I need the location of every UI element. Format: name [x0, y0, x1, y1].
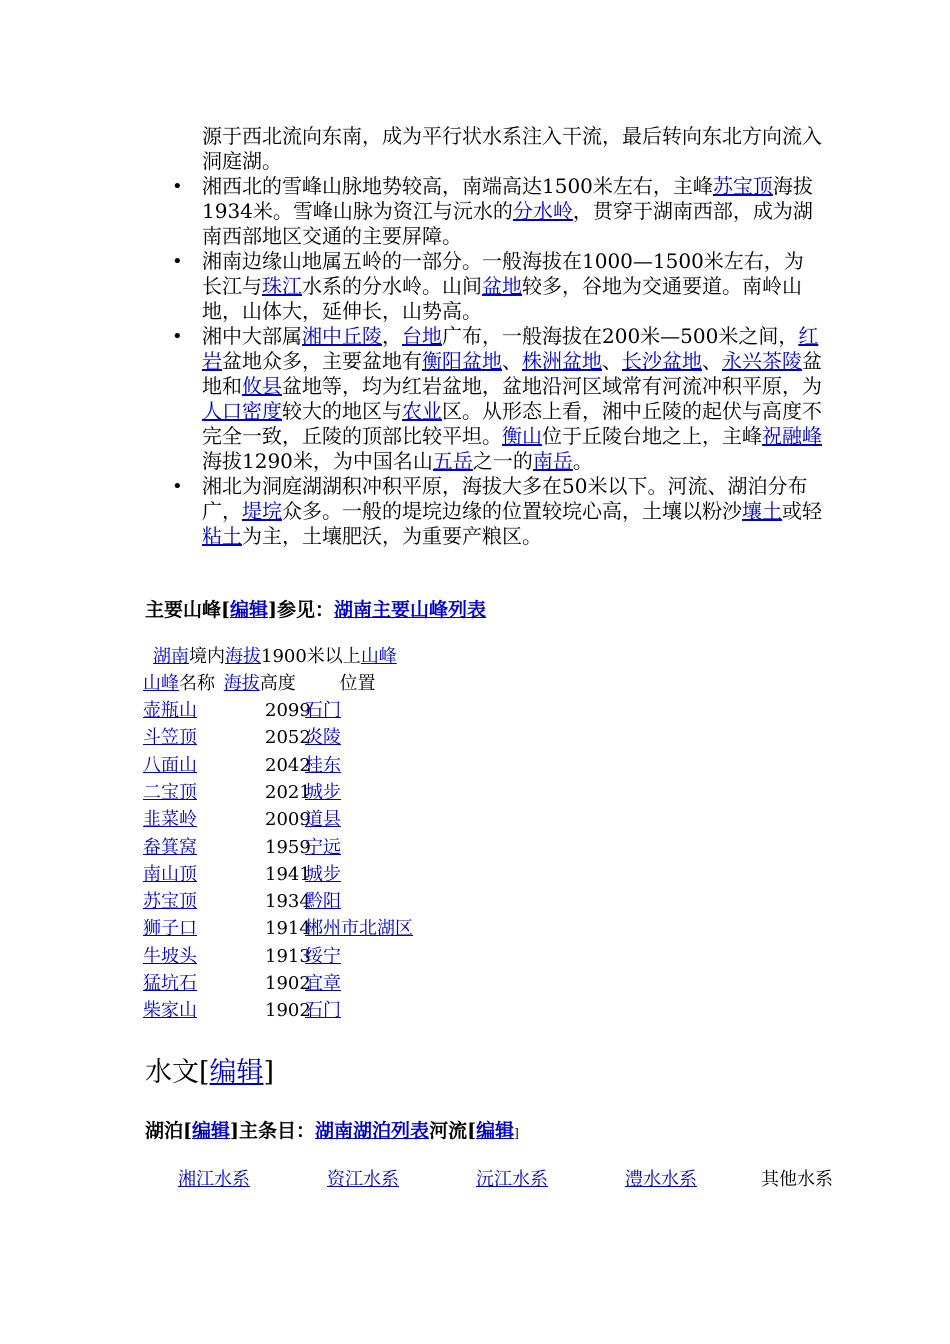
peak-height: 2021 — [265, 781, 311, 803]
peak-height: 1941 — [265, 863, 311, 885]
inline-link[interactable]: 粘土 — [202, 524, 242, 548]
paragraph-text: ，贯穿于湖南西部，成为湖南西部地区交通的主要屏障。 — [202, 199, 813, 248]
paragraph-text: 之一的 — [472, 449, 533, 473]
bullet-dot: • — [172, 251, 183, 272]
mountains-heading — [145, 597, 486, 623]
inline-link[interactable]: 南岳 — [532, 449, 573, 473]
edit-link[interactable]: 编辑 — [192, 1120, 231, 1142]
inline-link[interactable]: 堤垸 — [242, 499, 282, 523]
bullet-item — [172, 174, 822, 249]
peak-location-link[interactable]: 石门 — [305, 700, 341, 721]
bullet-dot: • — [172, 476, 183, 497]
inline-link[interactable]: 红岩 — [202, 324, 819, 373]
paragraph-text: 位于丘陵台地之上，主峰 — [542, 424, 762, 448]
inline-link[interactable]: 苏宝顶 — [712, 174, 773, 198]
river-system-tab[interactable]: 澧水水系 — [625, 1169, 697, 1190]
peak-height: 2009 — [265, 809, 311, 831]
paragraph-text: ， — [382, 324, 402, 348]
peak-name-link[interactable]: 畚箕窝 — [143, 836, 197, 858]
peak-name-link[interactable]: 壶瓶山 — [143, 700, 197, 721]
peak-height: 1934 — [265, 891, 311, 913]
paragraph-text: 海拔1934米。雪峰山脉为资江与沅水的 — [202, 174, 813, 223]
peak-list-link[interactable]: 湖南主要山峰列表 — [334, 599, 487, 621]
inline-link[interactable]: 湘中丘陵 — [302, 324, 382, 348]
mountains-title: 主要山峰 — [145, 599, 222, 621]
peak-location-link[interactable]: 桂东 — [305, 754, 341, 776]
header-text: 名称 — [179, 673, 215, 694]
inline-link[interactable]: 壤土 — [742, 499, 782, 523]
paragraph-text: 湘北为洞庭湖湖积冲积平原，海拔大多在50米以下。河流、湖泊分布广， — [202, 474, 808, 523]
peak-height: 1914 — [265, 918, 311, 940]
peak-location-link[interactable]: 炎陵 — [305, 727, 341, 749]
edit-link[interactable]: 编辑 — [209, 1057, 264, 1088]
bullet-item — [172, 474, 822, 549]
bullet-dot: • — [172, 176, 183, 197]
bracket: ] — [514, 1126, 519, 1140]
lake-title: 湖泊 — [145, 1120, 184, 1142]
caption-link-peak[interactable]: 山峰 — [360, 646, 397, 667]
peak-height: 1902 — [265, 1000, 311, 1022]
river-system-tab[interactable]: 沅江水系 — [476, 1169, 548, 1190]
lake-list-link[interactable]: 湖南湖泊列表 — [315, 1120, 430, 1142]
bullet-item — [202, 124, 822, 174]
peak-location-link[interactable]: 石门 — [305, 1000, 341, 1022]
paragraph-text: 或轻 — [782, 499, 822, 523]
table-caption — [153, 646, 397, 668]
inline-link[interactable]: 台地 — [402, 324, 442, 348]
inline-link[interactable]: 农业 — [402, 399, 442, 423]
paragraph-text: 湘西北的雪峰山脉地势较高，南端高达1500米左右，主峰 — [202, 174, 713, 198]
inline-link[interactable]: 盆地 — [482, 274, 522, 298]
paragraph-text: 源于西北流向东南，成为平行状水系注入干流，最后转向东北方向流入洞庭湖。 — [202, 124, 822, 173]
paragraph-text: 、 — [502, 349, 522, 373]
peak-name-link[interactable]: 二宝顶 — [143, 781, 197, 803]
paragraph-text: 海拔1290米，为中国名山 — [202, 449, 433, 473]
peak-location-link[interactable]: 城步 — [305, 863, 341, 885]
paragraph-text: 、 — [702, 349, 722, 373]
bracket: ] — [230, 1120, 240, 1142]
inline-link[interactable]: 株洲盆地 — [522, 349, 602, 373]
peak-name-link[interactable]: 八面山 — [143, 754, 197, 776]
bracket: ] — [263, 1057, 275, 1088]
paragraph-text: 湘南边缘山地属五岭的一部分。一般海拔在1000—1500米左右，为长江与 — [202, 249, 804, 298]
inline-link[interactable]: 五岳 — [432, 449, 473, 473]
peak-location-link[interactable]: 道县 — [305, 809, 341, 831]
peak-name-link[interactable]: 斗笠顶 — [143, 727, 197, 749]
header-link-altitude[interactable]: 海拔 — [223, 673, 260, 694]
inline-link[interactable]: 分水岭 — [512, 199, 573, 223]
paragraph-text: 盆地众多，主要盆地有 — [222, 349, 422, 373]
paragraph-text: 。 — [572, 449, 593, 473]
river-system-tab: 其他水系 — [761, 1169, 833, 1190]
bullet-item — [172, 249, 822, 324]
river-system-tab[interactable]: 湘江水系 — [178, 1169, 250, 1190]
lake-heading — [145, 1118, 519, 1146]
caption-link-altitude[interactable]: 海拔 — [225, 646, 261, 667]
paragraph-text: 众多。一般的堤垸边缘的位置较垸心高，土壤以粉沙 — [282, 499, 742, 523]
peak-height: 1913 — [265, 945, 311, 967]
peak-name-link[interactable]: 猛坑石 — [143, 973, 197, 994]
inline-link[interactable]: 祝融峰 — [762, 424, 822, 448]
paragraph-text: 湘中大部属 — [202, 324, 302, 348]
peak-height: 1959 — [265, 836, 311, 858]
bracket: ] — [268, 599, 278, 621]
header-location: 位置 — [339, 673, 376, 694]
paragraph-text: 区。从形态上看，湘中丘陵的起伏与高度不完全一致，丘陵的顶部比较平坦。 — [202, 399, 822, 448]
inline-link[interactable]: 长沙盆地 — [622, 349, 702, 373]
peak-height: 1902 — [265, 973, 311, 994]
edit-link[interactable]: 编辑 — [230, 599, 269, 621]
bracket: [ — [467, 1120, 477, 1142]
peak-location-link[interactable]: 绥宁 — [305, 945, 341, 967]
bullet-list — [172, 124, 822, 549]
bracket: [ — [199, 1057, 210, 1088]
caption-text: 境内 — [189, 646, 225, 667]
bracket: [ — [221, 599, 231, 621]
header-link-peak[interactable]: 山峰 — [143, 673, 179, 694]
caption-text: 1900米以上 — [261, 646, 361, 667]
peak-name-link[interactable]: 狮子口 — [143, 918, 197, 940]
bullet-dot: • — [172, 326, 183, 347]
paragraph-text: 较大的地区与 — [282, 399, 402, 423]
peak-name-link[interactable]: 南山顶 — [143, 863, 197, 885]
peak-location-link[interactable]: 郴州市北湖区 — [305, 918, 413, 940]
caption-link-hunan[interactable]: 湖南 — [153, 646, 189, 667]
river-system-tab[interactable]: 资江水系 — [327, 1169, 399, 1190]
bullet-item — [172, 324, 822, 474]
peak-name-link[interactable]: 韭菜岭 — [143, 809, 197, 831]
inline-link[interactable]: 攸县 — [242, 374, 282, 398]
inline-link[interactable]: 衡阳盆地 — [422, 349, 502, 373]
paragraph-text: 盆地和 — [202, 349, 822, 398]
main-article-label: 主条目： — [239, 1120, 316, 1142]
edit-link[interactable]: 编辑 — [476, 1120, 515, 1142]
river-title: 河流 — [429, 1120, 468, 1142]
water-heading — [145, 1056, 274, 1090]
paragraph-text: 为主，土壤肥沃，为重要产粮区。 — [242, 524, 542, 548]
peak-location-link[interactable]: 宜章 — [305, 973, 341, 994]
header-text: 高度 — [259, 673, 296, 694]
paragraph-text: 盆地等，均为红岩盆地，盆地沿河区域常有河流冲积平原，为 — [282, 374, 822, 398]
inline-link[interactable]: 珠江 — [262, 274, 302, 298]
peak-height: 2099 — [265, 700, 311, 721]
water-title: 水文 — [145, 1057, 199, 1088]
peak-location-link[interactable]: 宁远 — [305, 836, 341, 858]
inline-link[interactable]: 永兴茶陵 — [722, 349, 802, 373]
peak-name-link[interactable]: 苏宝顶 — [143, 891, 197, 913]
paragraph-text: 、 — [602, 349, 622, 373]
inline-link[interactable]: 人口密度 — [202, 399, 282, 423]
peak-name-link[interactable]: 柴家山 — [143, 1000, 197, 1022]
see-also-label: 参见： — [277, 599, 335, 621]
inline-link[interactable]: 衡山 — [502, 424, 542, 448]
peak-height: 2052 — [265, 727, 311, 749]
peak-location-link[interactable]: 城步 — [305, 781, 341, 803]
paragraph-text: 较多，谷地为交通要道。南岭山地，山体大，延伸长，山势高。 — [202, 274, 802, 323]
table-header — [143, 673, 375, 695]
bracket: [ — [183, 1120, 193, 1142]
paragraph-text: 广布，一般海拔在200米—500米之间， — [442, 324, 799, 348]
paragraph-text: 水系的分水岭。山间 — [302, 274, 482, 298]
peak-height: 2042 — [265, 754, 311, 776]
peak-location-link[interactable]: 黔阳 — [305, 891, 341, 913]
peak-name-link[interactable]: 牛坡头 — [143, 945, 197, 967]
